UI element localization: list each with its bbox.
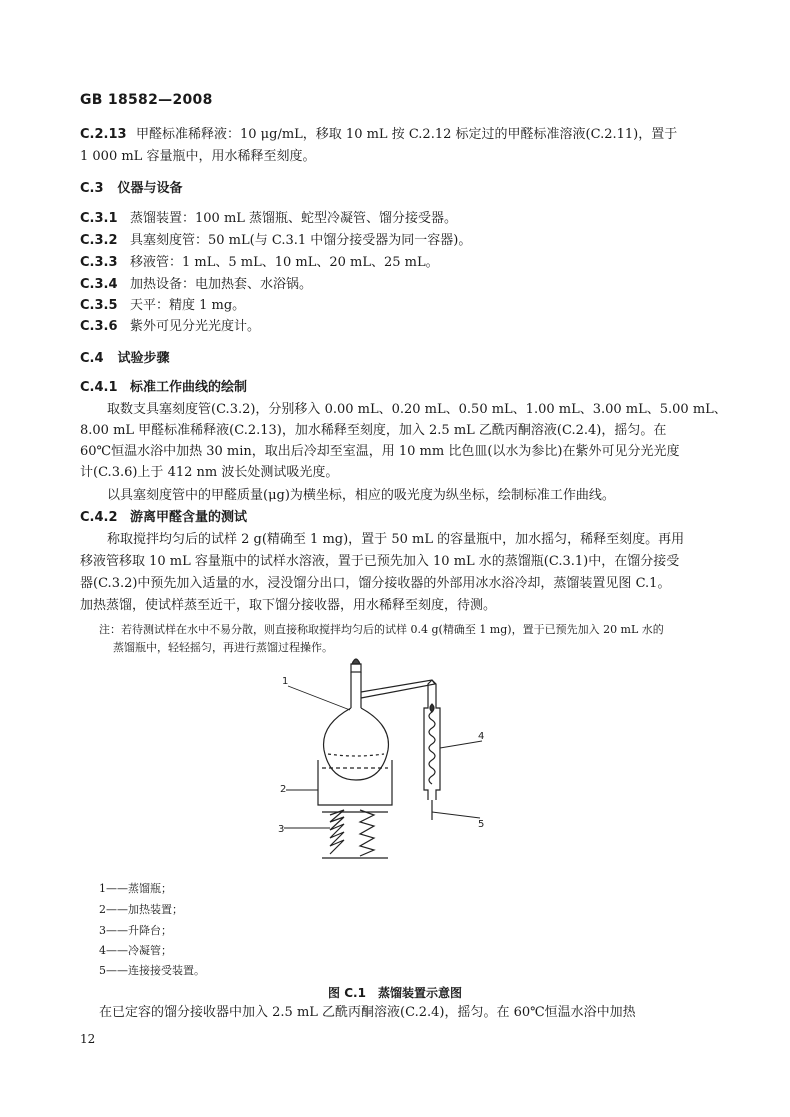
subsection-heading-c4-1 bbox=[80, 379, 247, 397]
leader-line-4 bbox=[440, 741, 482, 748]
legend-item: 3——升降台； bbox=[99, 924, 172, 937]
section-title: 仪器与设备 bbox=[117, 181, 183, 196]
clause-text: 天平：精度 1 mg。 bbox=[130, 298, 246, 313]
clause-number: C.3.3 bbox=[80, 255, 118, 270]
section-number: C.4 bbox=[80, 351, 104, 366]
clause-number: C.3.4 bbox=[80, 277, 118, 292]
clause-number: C.3.6 bbox=[80, 319, 118, 334]
figure-caption: 图 C.1 蒸馏装置示意图 bbox=[328, 986, 462, 1000]
subsection-title: 标准工作曲线的绘制 bbox=[130, 380, 248, 395]
legend-item: 1——蒸馏瓶； bbox=[99, 882, 172, 895]
paragraph-line: 加热蒸馏，使试样蒸至近干，取下馏分接收器，用水稀释至刻度，待测。 bbox=[80, 598, 497, 613]
paragraph-line: 称取搅拌均匀后的试样 2 g(精确至 1 mg)，置于 50 mL 的容量瓶中，加水摇匀，稀释至刻度。再用 bbox=[107, 532, 685, 547]
clause-number: C.3.1 bbox=[80, 211, 118, 226]
condenser-coil bbox=[429, 712, 435, 784]
section-title: 试验步骤 bbox=[117, 351, 170, 366]
distillation-apparatus-diagram bbox=[260, 650, 500, 865]
figure-label-5: 5 bbox=[478, 819, 485, 830]
figure-label-4: 4 bbox=[478, 731, 485, 742]
clause-number: C.2.13 bbox=[80, 127, 127, 142]
flask-stopper bbox=[352, 659, 360, 664]
paragraph-line: 移液管移取 10 mL 容量瓶中的试样水溶液，置于已预先加入 10 mL 水的蒸馏瓶(C.3.1)中，在馏分接受 bbox=[80, 554, 680, 569]
clause-c3-5 bbox=[80, 297, 245, 315]
clause-c3-3 bbox=[80, 254, 439, 272]
standard-header: GB 18582—2008 bbox=[80, 92, 213, 108]
clause-c3-6 bbox=[80, 318, 260, 336]
section-number: C.3 bbox=[80, 181, 104, 196]
subsection-number: C.4.2 bbox=[80, 510, 118, 525]
section-heading-c4 bbox=[80, 350, 170, 368]
legend-item: 2——加热装置； bbox=[99, 903, 183, 916]
note-line: 蒸馏瓶中，轻轻摇匀，再进行蒸馏过程操作。 bbox=[113, 641, 333, 654]
flask-liquid bbox=[328, 754, 384, 756]
figure-label-2: 2 bbox=[280, 784, 287, 795]
clause-text: 紫外可见分光光度计。 bbox=[130, 319, 261, 334]
clause-text: 加热设备：电加热套、水浴锅。 bbox=[130, 277, 313, 292]
paragraph-line: 8.00 mL 甲醛标准稀释液(C.2.13)，加水稀释至刻度，加入 2.5 mL 乙酰丙酮溶液(C.2.4)，摇匀。在 bbox=[80, 423, 667, 438]
clause-text: 蒸馏装置：100 mL 蒸馏瓶、蛇型冷凝管、馏分接受器。 bbox=[130, 211, 458, 226]
figure-label-1: 1 bbox=[282, 676, 289, 687]
clause-number: C.3.5 bbox=[80, 298, 118, 313]
paragraph-line: 以具塞刻度管中的甲醛质量(μg)为横坐标，相应的吸光度为纵坐标，绘制标准工作曲线。 bbox=[107, 488, 615, 503]
clause-c3-4 bbox=[80, 276, 312, 294]
page-number: 12 bbox=[80, 1032, 96, 1046]
paragraph-line: 器(C.3.2)中预先加入适量的水，浸没馏分出口，馏分接收器的外部用冰水浴冷却，蒸馏装置见图 C.1。 bbox=[80, 576, 671, 591]
clause-c2-13-line1 bbox=[80, 126, 677, 144]
leader-line-1 bbox=[288, 686, 350, 710]
subsection-heading-c4-2 bbox=[80, 509, 247, 527]
section-heading-c3 bbox=[80, 180, 183, 198]
paragraph-line: 在已定容的馏分接收器中加入 2.5 mL 乙酰丙酮溶液(C.2.4)，摇匀。在 60℃恒温水浴中加热 bbox=[99, 1005, 636, 1020]
legend-item: 5——连接接受装置。 bbox=[99, 964, 205, 977]
legend-item: 4——冷凝管； bbox=[99, 944, 172, 957]
condenser-jacket bbox=[424, 680, 440, 800]
clause-c2-13-line2: 1 000 mL 容量瓶中，用水稀释至刻度。 bbox=[80, 149, 316, 164]
flask-stopper-plug bbox=[351, 664, 361, 672]
flask-body bbox=[324, 708, 389, 780]
flask-side-arm bbox=[361, 680, 435, 698]
heating-mantle bbox=[318, 760, 392, 805]
lift-platform-right bbox=[360, 810, 374, 856]
clause-text: 移液管：1 mL、5 mL、10 mL、20 mL、25 mL。 bbox=[130, 255, 439, 270]
clause-text: 具塞刻度管：50 mL(与 C.3.1 中馏分接受器为同一容器)。 bbox=[130, 233, 472, 248]
clause-c3-1 bbox=[80, 210, 457, 228]
condenser-inlet bbox=[430, 704, 434, 712]
clause-number: C.3.2 bbox=[80, 233, 118, 248]
clause-text: 甲醛标准稀释液：10 μg/mL，移取 10 mL 按 C.2.12 标定过的甲醛标准溶液(C.2.11)，置于 bbox=[136, 127, 678, 142]
figure-label-3: 3 bbox=[278, 824, 285, 835]
paragraph-line: 60℃恒温水浴中加热 30 min，取出后冷却至室温，用 10 mm 比色皿(以水为参比)在紫外可见分光光度 bbox=[80, 444, 680, 459]
paragraph-line: 取数支具塞刻度管(C.3.2)，分别移入 0.00 mL、0.20 mL、0.50 mL、1.00 mL、3.00 mL、5.00 mL、 bbox=[107, 402, 727, 417]
subsection-number: C.4.1 bbox=[80, 380, 118, 395]
paragraph-line: 计(C.3.6)上于 412 nm 波长处测试吸光度。 bbox=[80, 465, 339, 480]
lift-platform-left bbox=[330, 810, 344, 854]
subsection-title: 游离甲醛含量的测试 bbox=[130, 510, 248, 525]
flask-neck bbox=[351, 672, 361, 708]
leader-line-5 bbox=[432, 812, 480, 818]
clause-c3-2 bbox=[80, 232, 471, 250]
note-line: 注：若待测试样在水中不易分散，则直接称取搅拌均匀后的试样 0.4 g(精确至 1 mg)，置于已预先加入 20 mL 水的 bbox=[99, 623, 664, 636]
